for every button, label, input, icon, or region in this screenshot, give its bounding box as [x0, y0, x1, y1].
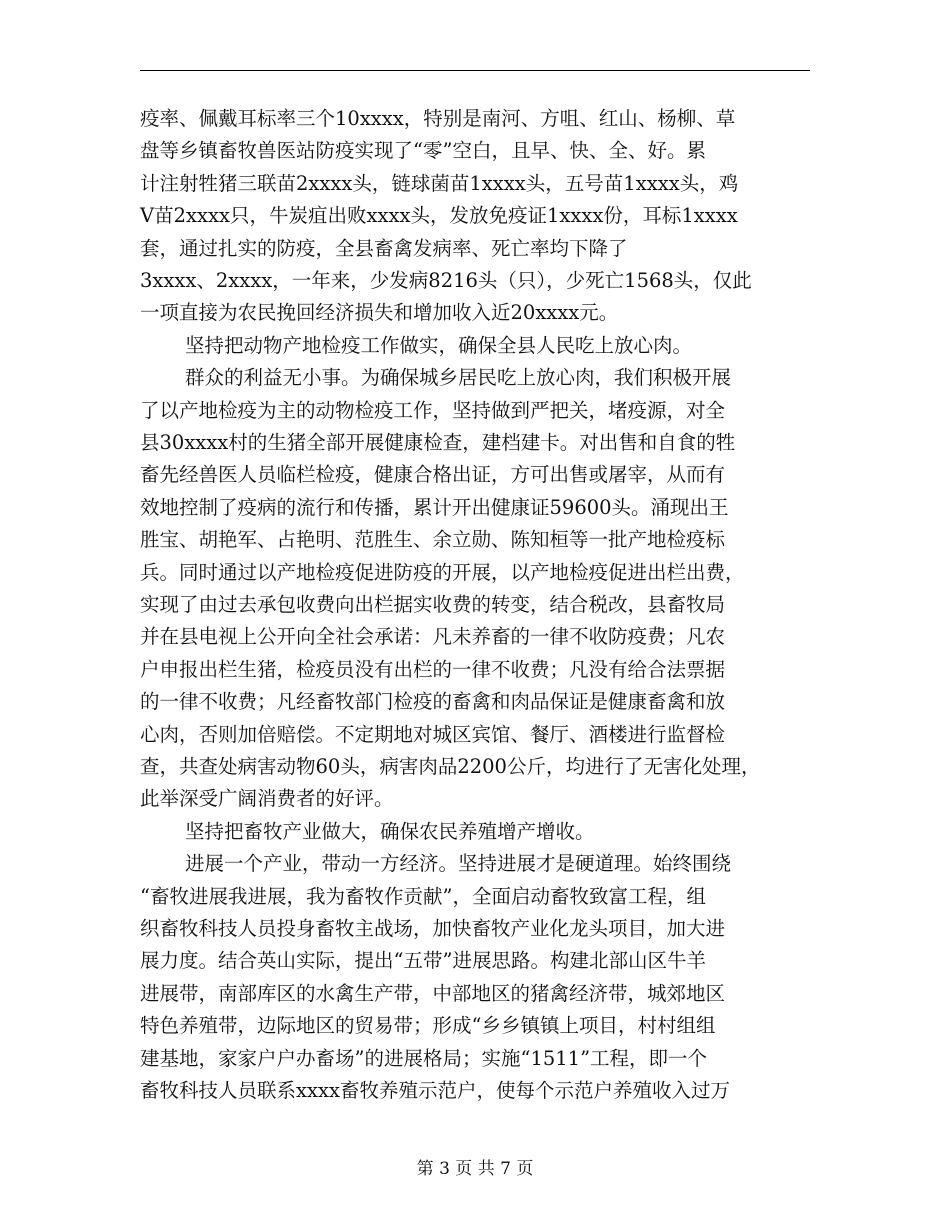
text-line: 户申报出栏生猪，检疫员没有出栏的一律不收费；凡没有给合法票据: [140, 657, 726, 681]
text-line: 兵。同时通过以产地检疫促进防疫的开展，以产地检疫促进出栏出费，: [140, 560, 745, 584]
text-line: 坚持把畜牧产业做大，确保农民养殖增产增收。: [185, 819, 595, 843]
text-line: 畜先经兽医人员临栏检疫，健康合格出证，方可出售或屠宰，从而有: [140, 463, 726, 487]
text-line: 畜牧科技人员联系xxxx畜牧养殖示范户，使每个示范户养殖收入过万: [140, 1079, 730, 1102]
text-line: 进展一个产业，带动一方经济。坚持进展才是硬道理。始终围绕: [185, 852, 732, 876]
text-line: V苗2xxxx只，牛炭疽出败xxxx头，发放免疫证1xxxx份，耳标1xxxx: [140, 204, 738, 228]
page-footer: 第 3 页 共 7 页: [416, 1159, 534, 1179]
text-line: 特色养殖带，边际地区的贸易带；形成“乡乡镇镇上项目，村村组组: [140, 1014, 716, 1038]
text-line: 了以产地检疫为主的动物检疫工作，坚持做到严把关，堵疫源，对全: [140, 398, 726, 422]
text-line: 套，通过扎实的防疫，全县畜禽发病率、死亡率均下降了: [140, 236, 628, 260]
text-line: 计注射牲猪三联苗2xxxx头，链球菌苗1xxxx头，五号苗1xxxx头，鸡: [140, 171, 739, 195]
text-line: 坚持把动物产地检疫工作做实，确保全县人民吃上放心肉。: [185, 333, 693, 357]
text-line: “畜牧进展我进展，我为畜牧作贡献”，全面启动畜牧致富工程，组: [140, 884, 706, 908]
text-line: 心肉，否则加倍赔偿。不定期地对城区宾馆、餐厅、酒楼进行监督检: [140, 722, 726, 746]
text-line: 效地控制了疫病的流行和传播，累计开出健康证59600头。涌现出王: [140, 495, 729, 519]
header-rule: [140, 70, 810, 71]
text-line: 进展带，南部库区的水禽生产带，中部地区的猪禽经济带，城郊地区: [140, 981, 726, 1005]
text-line: 的一律不收费；凡经畜牧部门检疫的畜禽和肉品保证是健康畜禽和放: [140, 690, 726, 714]
text-line: 疫率、佩戴耳标率三个10xxxx，特别是南河、方咀、红山、杨柳、草: [140, 107, 736, 130]
text-line: 盘等乡镇畜牧兽医站防疫实现了“零”空白，且早、快、全、好。累: [140, 139, 706, 163]
text-line: 群众的利益无小事。为确保城乡居民吃上放心肉，我们积极开展: [185, 366, 732, 390]
text-line: 查，共查处病害动物60头，病害肉品2200公斤，均进行了无害化处理，: [140, 755, 761, 778]
text-line: 此举深受广阔消费者的好评。: [140, 787, 394, 811]
text-line: 一项直接为农民挽回经济损失和增加收入近20xxxx元。: [140, 301, 619, 325]
text-line: 县30xxxx村的生猪全部开展健康检查，建档建卡。对出售和自食的牲: [140, 431, 736, 454]
text-line: 展力度。结合英山实际，提出“五带”进展思路。构建北部山区牛羊: [140, 949, 706, 973]
text-line: 并在县电视上公开向全社会承诺：凡未养畜的一律不收防疫费；凡农: [140, 625, 726, 649]
text-line: 建基地，家家户户办畜场”的进展格局；实施“1511”工程，即一个: [140, 1046, 708, 1070]
text-line: 实现了由过去承包收费向出栏据实收费的转变，结合税改，县畜牧局: [140, 593, 726, 616]
text-line: 胜宝、胡艳军、占艳明、范胜生、余立勋、陈知桓等一批产地检疫标: [140, 528, 726, 552]
text-line: 3xxxx、2xxxx，一年来，少发病8216头（只），少死亡1568头，仅此: [140, 269, 752, 292]
text-line: 织畜牧科技人员投身畜牧主战场，加快畜牧产业化龙头项目，加大进: [140, 917, 726, 940]
